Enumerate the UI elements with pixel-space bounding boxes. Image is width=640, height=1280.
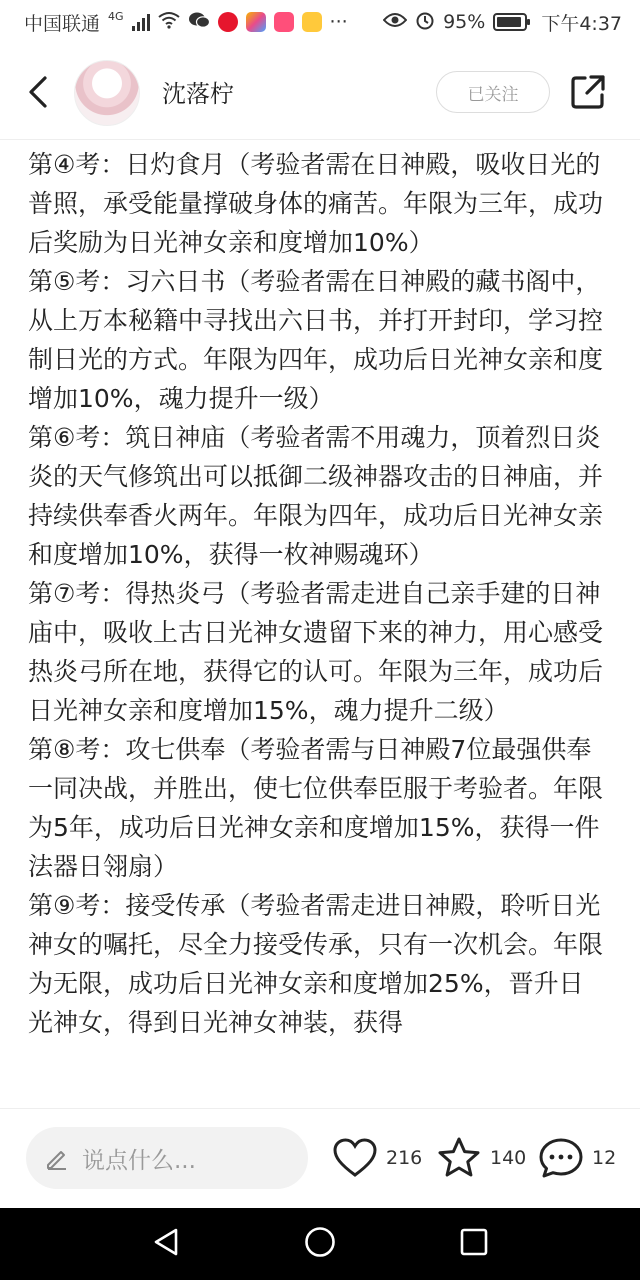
share-button[interactable]	[568, 72, 608, 112]
comment-placeholder: 说点什么...	[82, 1147, 196, 1174]
wechat-icon	[188, 11, 210, 34]
square-recents-icon	[459, 1227, 489, 1257]
battery-icon	[493, 13, 527, 31]
app-icon-pink	[274, 12, 294, 32]
comment-input[interactable]	[26, 1127, 308, 1189]
circle-home-icon	[303, 1225, 337, 1259]
status-bar	[0, 0, 640, 44]
eye-icon	[383, 11, 407, 33]
paragraph-5: 第⑤考：习六日书（考验者需在日神殿的藏书阁中，从上万本秘籍中寻找出六日书，并打开封印，学习控制日光的方式。年限为四年，成功后日光神女亲和度增加10%，魂力提升一级）	[28, 267, 604, 413]
comments-button[interactable]	[538, 1133, 616, 1183]
author-name[interactable]: 沈落柠	[162, 80, 234, 108]
app-icon-yellow	[302, 12, 322, 32]
paragraph-6: 第⑥考：筑日神庙（考验者需不用魂力，顶着烈日炎炎的天气修筑出可以抵御二级神器攻击的日神庙，并持续供奉香火两年。年限为四年，成功后日光神女亲和度增加10%，获得一枚神赐魂环）	[28, 423, 604, 569]
app-icon-colorful	[246, 12, 266, 32]
nav-back-button[interactable]	[151, 1226, 181, 1262]
paragraph-4: 第④考：日灼食月（考验者需在日神殿，吸收日光的普照，承受能量撑破身体的痛苦。年限为三年，成功后奖励为日光神女亲和度增加10%）	[28, 150, 604, 257]
triangle-back-icon	[151, 1226, 181, 1258]
heart-icon	[332, 1137, 378, 1179]
star-icon	[436, 1136, 482, 1180]
favorite-button[interactable]	[436, 1133, 526, 1183]
follow-button[interactable]: 已关注	[436, 71, 550, 113]
chevron-left-icon	[27, 75, 49, 109]
more-notifications: ···	[329, 11, 348, 33]
post-header	[0, 44, 640, 140]
status-left	[24, 9, 348, 36]
post-content[interactable]	[0, 141, 640, 1108]
back-button[interactable]	[20, 74, 56, 110]
comment-count: 12	[592, 1147, 617, 1169]
like-count: 216	[386, 1147, 423, 1169]
wifi-icon	[158, 11, 180, 34]
favorite-count: 140	[490, 1147, 527, 1169]
comment-bubble-icon	[538, 1136, 584, 1180]
pencil-icon	[44, 1145, 70, 1171]
avatar[interactable]	[74, 60, 140, 126]
paragraph-8: 第⑧考：攻七供奉（考验者需与日神殿7位最强供奉一同决战，并胜出，使七位供奉臣服于考验者。年限为5年，成功后日光神女亲和度增加15%，获得一件法器日翎扇）	[28, 735, 604, 881]
signal-icon	[132, 13, 150, 31]
carrier-label: 中国联通	[24, 12, 101, 35]
weibo-icon	[218, 12, 238, 32]
action-bar	[0, 1108, 640, 1208]
paragraph-9: 第⑨考：接受传承（考验者需走进日神殿，聆听日光神女的嘱托，尽全力接受传承，只有一次机会。年限为无限，成功后日光神女亲和度增加25%，晋升日光神女，得到日光神女神装，获得	[28, 891, 604, 1037]
share-icon	[568, 72, 608, 112]
article-body	[28, 145, 608, 1042]
nav-home-button[interactable]	[303, 1225, 337, 1263]
nav-recents-button[interactable]	[459, 1227, 489, 1261]
paragraph-7: 第⑦考：得热炎弓（考验者需走进自己亲手建的日神庙中，吸收上古日光神女遗留下来的神力，用心感受热炎弓所在地，获得它的认可。年限为三年，成功后日光神女亲和度增加15%，魂力提升二级）	[28, 579, 604, 725]
clock: 下午4:37	[541, 12, 622, 35]
like-button[interactable]	[332, 1133, 422, 1183]
system-nav-bar	[0, 1208, 640, 1280]
battery-percent: 95%	[443, 11, 486, 33]
network-label: 4G	[108, 9, 124, 23]
alarm-icon	[415, 10, 435, 35]
status-right	[383, 9, 622, 36]
